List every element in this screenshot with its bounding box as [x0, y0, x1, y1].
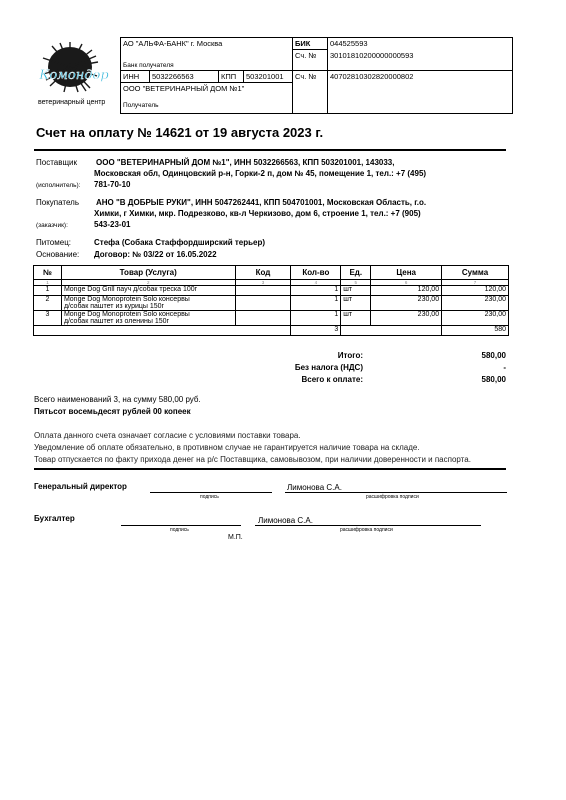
bank-details-table [120, 37, 513, 114]
logo-subtitle: ветеринарный центр [38, 99, 106, 106]
table-row [34, 311, 509, 326]
accountant-sign-line [121, 525, 241, 526]
logo-wordmark: Комондор [39, 68, 109, 83]
row-unit: шт [341, 286, 371, 296]
col-header-price: Цена [371, 266, 442, 280]
col-index: 2 [61, 280, 235, 286]
supplier-label: Поставщик [36, 158, 78, 167]
kpp-value: 503201001 [244, 71, 293, 83]
row-code [235, 286, 291, 296]
corr-value: 30101810200000000593 [328, 50, 513, 71]
table-row [34, 286, 509, 296]
col-index: 4 [291, 280, 341, 286]
director-decode-caption: расшифровка подписи [366, 494, 419, 500]
table-header-row [34, 266, 509, 280]
col-header-sum: Сумма [442, 266, 509, 280]
account-label: Сч. № [293, 71, 328, 114]
buyer-sublabel: (заказчик): [36, 222, 68, 229]
table-row [34, 296, 509, 311]
basis-value: Договор: № 03/22 от 16.05.2022 [94, 250, 217, 259]
total-row-blank [34, 326, 291, 336]
col-header-product: Товар (Услуга) [61, 266, 235, 280]
row-product-line: д/собак паштет из курицы 150г [63, 303, 165, 310]
supplier-sublabel: (исполнитель): [36, 182, 81, 189]
bik-label: БИК [293, 38, 328, 50]
col-index: 5 [341, 280, 371, 286]
col-header-qty: Кол-во [291, 266, 341, 280]
pet-label: Питомец: [36, 238, 71, 247]
buyer-line-2: Химки, г Химки, мкр. Подрезково, кв-л Черкизово, дом 6, строение 1, тел.: +7 (905) [94, 209, 421, 218]
director-sign-caption: подпись [200, 494, 219, 500]
note-line: Товар отпускается по факту прихода денег на р/с Поставщика, самовывозом, при наличии доверенности и паспорта. [34, 455, 471, 464]
supplier-line-1: ООО "ВЕТЕРИНАРНЫЙ ДОМ №1", ИНН 5032266563, КПП 503201001, 143033, [96, 158, 395, 167]
director-decode-line [285, 492, 507, 493]
col-header-unit: Ед. [341, 266, 371, 280]
table-total-row [34, 326, 509, 336]
row-product-line: Monge Dog Grill пауч д/собак треска 100г [63, 286, 198, 293]
note-line: Оплата данного счета означает согласие с условиями поставки товара. [34, 431, 301, 440]
inn-label: ИНН [121, 71, 150, 83]
summary-line: Всего наименований 3, на сумму 580,00 руб. [34, 395, 201, 404]
row-product [61, 311, 235, 326]
row-unit: шт [341, 296, 371, 311]
bik-value: 044525593 [328, 38, 513, 50]
row-unit: шт [341, 311, 371, 326]
buyer-label: Покупатель [36, 198, 79, 207]
inn-value: 5032266563 [150, 71, 219, 83]
row-price: 230,00 [371, 311, 442, 326]
accountant-decode-line [255, 525, 481, 526]
buyer-details [94, 197, 426, 230]
row-product [61, 286, 235, 296]
row-qty: 1 [291, 286, 341, 296]
notes-divider [34, 468, 506, 470]
row-number: 2 [34, 296, 62, 311]
invoice-title: Счет на оплату № 14621 от 19 августа 2023 г. [36, 125, 324, 140]
col-index: 7 [442, 280, 509, 286]
total-sum: 580 [442, 326, 509, 336]
pay-value: 580,00 [481, 375, 506, 384]
company-logo [34, 40, 116, 102]
total-qty: 3 [291, 326, 341, 336]
row-sum: 120,00 [442, 286, 509, 296]
buyer-line-3: 543-23-01 [94, 220, 131, 229]
accountant-label: Бухгалтер [34, 514, 75, 523]
note-line: Уведомление об оплате обязательно, в противном случае не гарантируется наличие товара на складе. [34, 443, 420, 452]
row-product-line: Monge Dog Monoprotein Solo консервы [63, 311, 190, 318]
accountant-decode-caption: расшифровка подписи [340, 527, 393, 533]
row-product-line: д/собак паштет из оленины 150г [63, 318, 170, 325]
row-number: 1 [34, 286, 62, 296]
row-qty: 1 [291, 311, 341, 326]
row-qty: 1 [291, 296, 341, 311]
row-number: 3 [34, 311, 62, 326]
director-name: Лимонова С.А. [287, 483, 342, 492]
row-price: 230,00 [371, 296, 442, 311]
row-product [61, 296, 235, 311]
basis-label: Основание: [36, 250, 80, 259]
accountant-sign-caption: подпись [170, 527, 189, 533]
row-price: 120,00 [371, 286, 442, 296]
row-sum: 230,00 [442, 296, 509, 311]
recipient-label: Получатель [123, 102, 159, 109]
supplier-line-2: Московская обл, Одинцовский р-н, Горки-2 п, дом № 45, помещение 1, тел.: +7 (495) [94, 169, 427, 178]
row-code [235, 296, 291, 311]
account-value: 40702810302820000802 [328, 71, 513, 114]
stamp-label: М.П. [228, 534, 243, 541]
recipient-cell [121, 83, 293, 114]
bank-name: АО "АЛЬФА-БАНК" г. Москва [121, 38, 293, 50]
director-label: Генеральный директор [34, 482, 127, 491]
col-index: 1 [34, 280, 62, 286]
pay-label: Всего к оплате: [301, 375, 363, 384]
total-label: Итого: [337, 351, 363, 360]
row-code [235, 311, 291, 326]
col-index: 3 [235, 280, 291, 286]
row-sum: 230,00 [442, 311, 509, 326]
kpp-label: КПП [219, 71, 244, 83]
total-row-blank [341, 326, 442, 336]
row-product-line: Monge Dog Monoprotein Solo консервы [63, 296, 190, 303]
supplier-details [94, 157, 426, 190]
bank-label: Банк получателя [121, 50, 293, 71]
summary-words: Пятьсот восемьдесят рублей 00 копеек [34, 407, 191, 416]
pet-value: Стефа (Собака Стаффордширский терьер) [94, 238, 266, 247]
vat-label: Без налога (НДС) [294, 363, 363, 372]
recipient-name: ООО "ВЕТЕРИНАРНЫЙ ДОМ №1" [123, 84, 245, 93]
supplier-line-3: 781-70-10 [94, 180, 131, 189]
buyer-line-1: АНО "В ДОБРЫЕ РУКИ", ИНН 5047262441, КПП 504701001, Московская Область, г.о. [96, 198, 427, 207]
col-header-code: Код [235, 266, 291, 280]
director-sign-line [150, 492, 272, 493]
col-header-number: № [34, 266, 62, 280]
title-divider [34, 149, 506, 151]
items-table [33, 265, 509, 336]
accountant-name: Лимонова С.А. [258, 516, 313, 525]
col-index: 6 [371, 280, 442, 286]
vat-value: - [503, 363, 506, 372]
corr-label: Сч. № [293, 50, 328, 71]
total-value: 580,00 [481, 351, 506, 360]
